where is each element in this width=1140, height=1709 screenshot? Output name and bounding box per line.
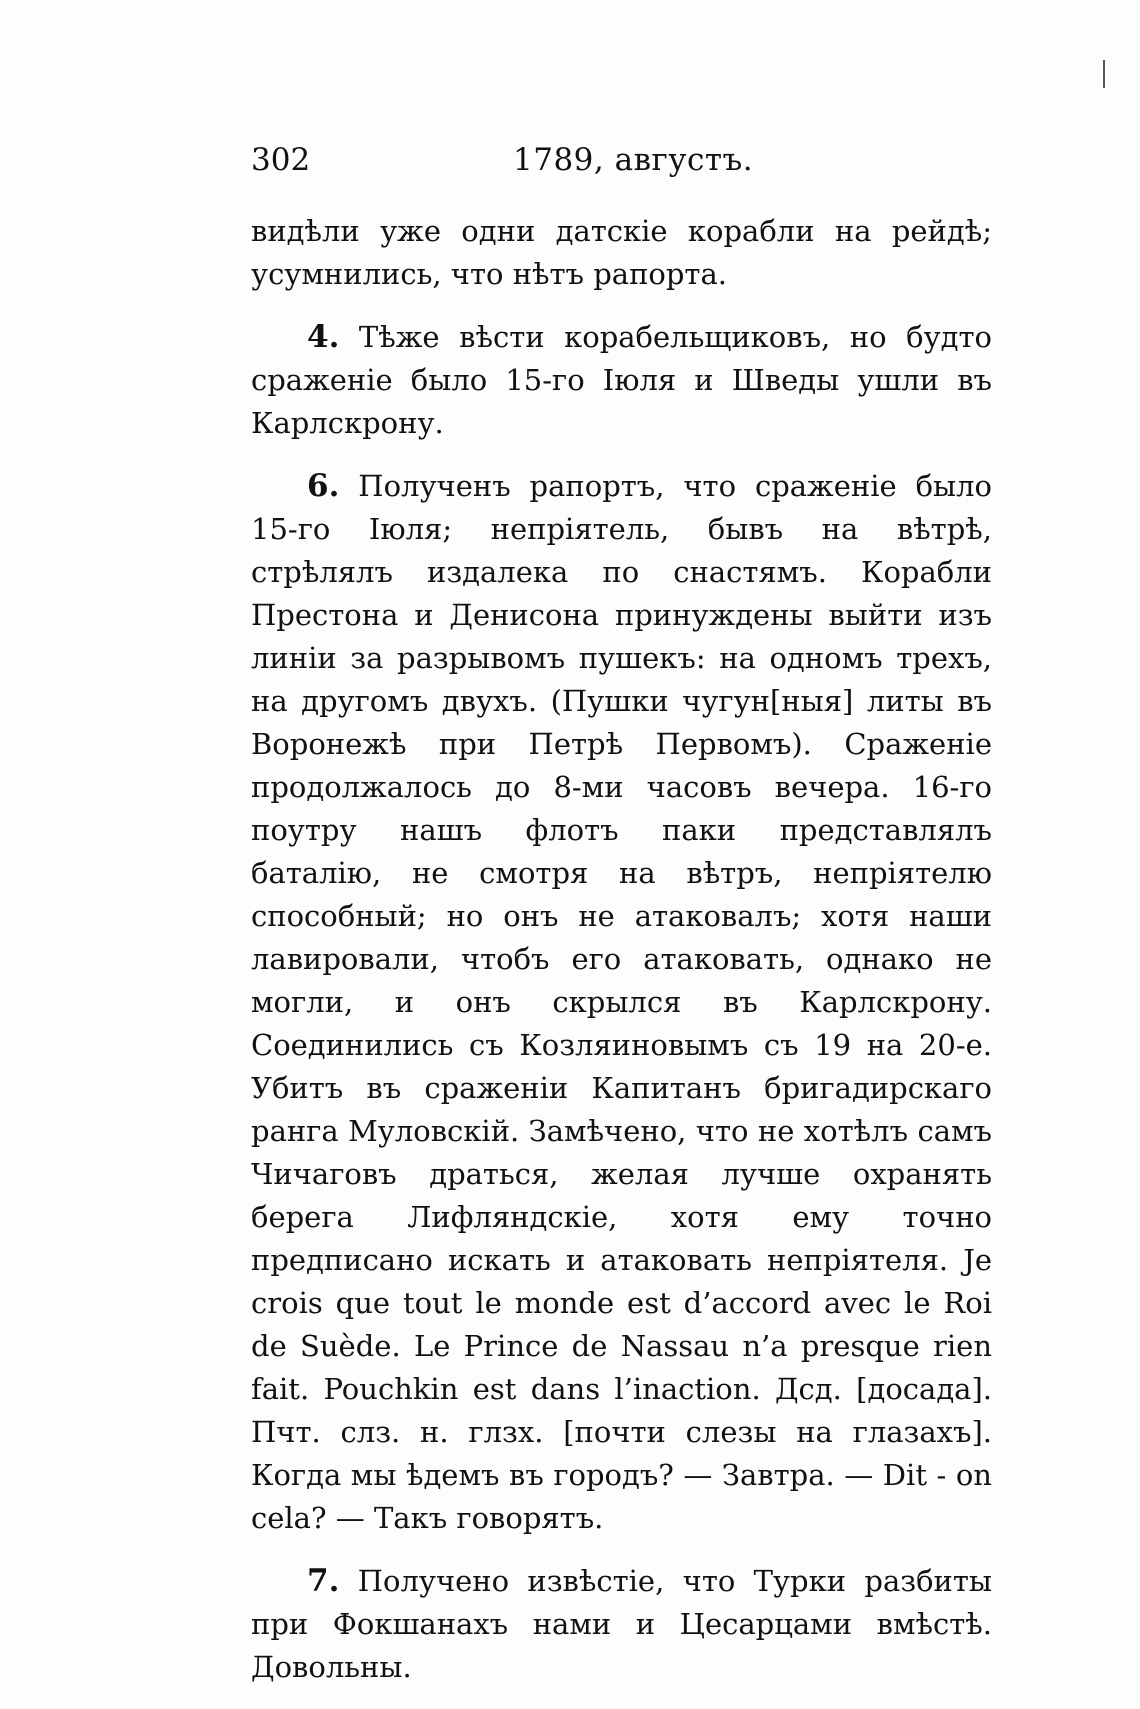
entry-day: 7. bbox=[307, 1563, 340, 1599]
diary-entry-day-4 bbox=[251, 316, 992, 445]
entry-day: 6. bbox=[307, 468, 340, 504]
diary-entry-continuation bbox=[251, 210, 992, 296]
diary-text bbox=[251, 210, 992, 1709]
diary-entry-day-7 bbox=[251, 1560, 992, 1689]
page-number: 302 bbox=[251, 142, 311, 178]
entry-text: Получено извѣстіе, что Турки разбиты при Фокшанахъ нами и Цесарцами вмѣстѣ. Довольны. bbox=[251, 1564, 992, 1684]
entry-text: Тѣже вѣсти корабельщиковъ, но будто сраженіе было 15-го Іюля и Шведы ушли въ Карлскрону. bbox=[251, 320, 993, 440]
entry-day: 4. bbox=[307, 319, 340, 355]
running-head bbox=[251, 136, 992, 184]
page-edge-mark bbox=[1103, 60, 1105, 88]
diary-entry-day-6 bbox=[251, 465, 992, 1540]
entry-text: Полученъ рапортъ, что сраженіе было 15-го Іюля; непріятель, бывъ на вѣтрѣ, стрѣлялъ издалека по снастямъ. Корабли Престона и Денисона принуждены выйти изъ линіи за разрывомъ пушекъ: на одномъ трехъ, на другомъ двухъ. (Пушки чугун[ныя] литы въ Воронежѣ при Петрѣ Первомъ). Сраженіе продолжалось до 8-ми часовъ вечера. 16-го поутру нашъ флотъ паки представлялъ баталію, не смотря на вѣтръ, непріятелю способный; но онъ не атаковалъ; хотя наши лавировали, чтобъ его атаковать, однако не могли, и онъ скрылся въ Карлскрону. Соединились съ Козляиновымъ съ 19 на 20-е. Убитъ въ сраженіи Капитанъ бригадирскаго ранга Муловскій. Замѣчено, что не хотѣлъ самъ Чичаговъ драться, желая лучше охранять берега Лифляндскіе, хотя ему точно предписано искать и атаковать непріятеля. Je crois que tout le monde est d’accord avec le Roi de Suède. Le Prince de Nassau n’a presque rien fait. Pouchkin est dans l’inaction. Дсд. [досада]. Пчт. слз. н. глзх. [почти слезы на глазахъ]. Когда мы ѣдемъ въ городъ? — Завтра. — Dit - on cela? — Такъ говорятъ. bbox=[251, 469, 992, 1535]
running-title: 1789, августъ. bbox=[513, 142, 754, 178]
entry-text: видѣли уже одни датскіе корабли на рейдѣ; усумнились, что нѣтъ рапорта. bbox=[251, 214, 992, 291]
